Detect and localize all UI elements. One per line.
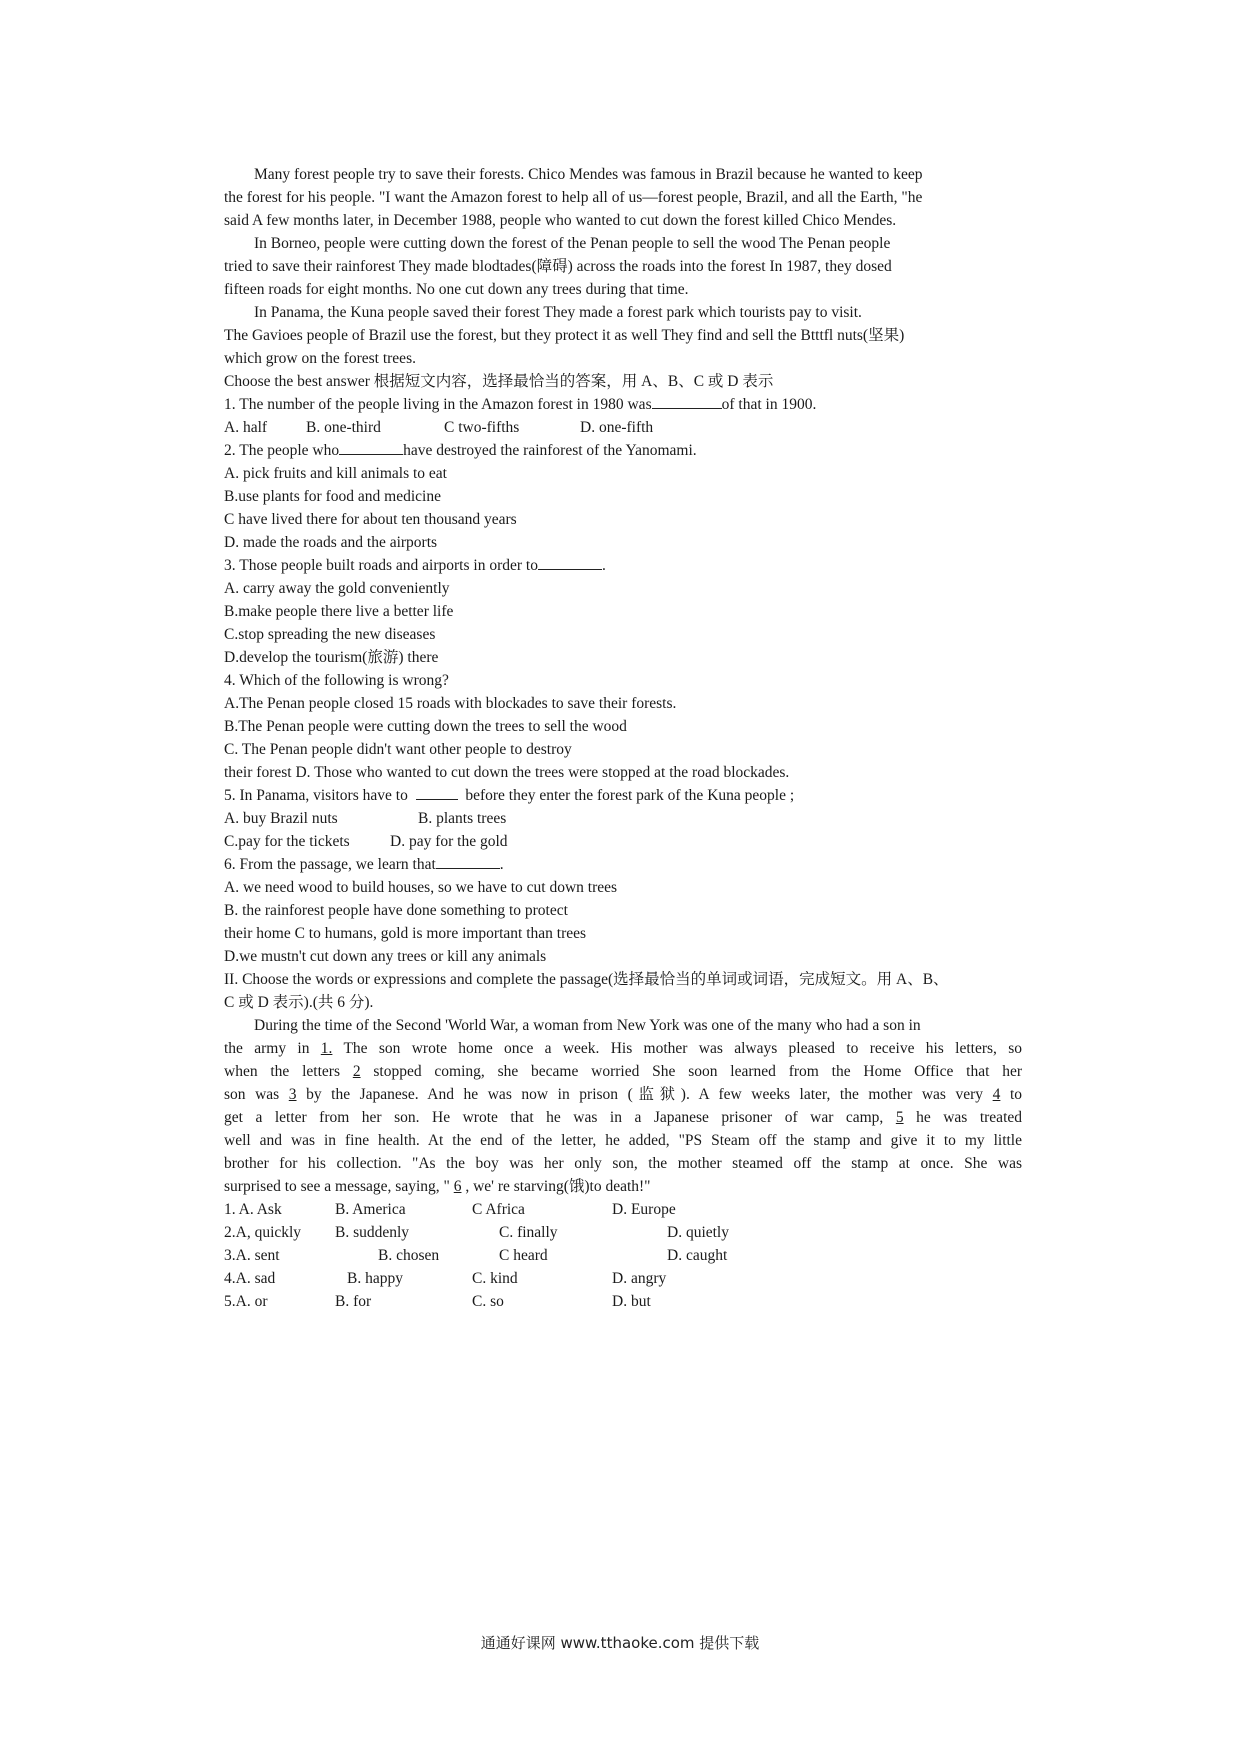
text-span: when the letters [224,1063,340,1080]
option-a: 4.A. sad [224,1270,276,1287]
option-d: D. but [612,1293,651,1310]
text-span: by the Japanese. And he was now in prison (监狱). A few weeks later, the mother was very [306,1086,984,1103]
section-2-instruction: C 或 D 表示).(共 6 分). [224,994,374,1011]
text-span: stopped coming, she became worried She soon learned from the Home Office that her [373,1063,1023,1080]
text-line [224,1060,1022,1083]
option-a: A. buy Brazil nuts [224,810,338,827]
option-d: D.we mustn't cut down any trees or kill any animals [224,948,547,965]
option-a: A. we need wood to build houses, so we have to cut down trees [224,879,618,896]
question-text: 2. The people who [224,442,340,459]
text-line [224,1037,1022,1060]
passage-paragraph-1 [224,163,1022,232]
option-a: A.The Penan people closed 15 roads with blockades to save their forests. [224,695,677,712]
cloze-blank-2: 2 [352,1063,361,1080]
cloze-blank-3: 3 [288,1086,297,1103]
question-text: 1. The number of the people living in the Amazon forest in 1980 was [224,396,652,413]
option-b: B. for [335,1293,372,1310]
question-text: before they enter the forest park of the Kuna people ; [465,787,795,804]
option-c: C heard [499,1247,548,1264]
question-text: . [499,856,504,873]
text-span: The son wrote home once a week. His mother was always pleased to receive his letters, so [343,1040,1022,1057]
cloze-option-row [224,1244,1022,1267]
page-footer: 通通好课网 www.tthaoke.com 提供下载 [480,1634,760,1652]
text-line: Many forest people try to save their forests. Chico Mendes was famous in Brazil because he wanted to keep [254,166,923,183]
option-d: D. made the roads and the airports [224,534,438,551]
option-d: D. quietly [667,1224,729,1241]
question-4: 4. Which of the following is wrong? [224,672,449,689]
question-text: 3. Those people built roads and airports in order to [224,557,538,574]
question-text: 6. From the passage, we learn that [224,856,436,873]
answer-blank [538,554,602,570]
text-line: the forest for his people. "I want the Amazon forest to help all of us—forest people, Brazil, and all the Earth, "he [224,189,923,206]
option-c: C.stop spreading the new diseases [224,626,436,643]
answer-blank [416,784,458,800]
option-a: 2.A, quickly [224,1224,302,1241]
text-line: brother for his collection. "As the boy was her only son, the mother steamed off the stamp at once. She was [224,1155,1022,1172]
option-c: C. finally [499,1224,558,1241]
text-line: which grow on the forest trees. [224,350,416,367]
text-line: The Gavioes people of Brazil use the forest, but they protect it as well They find and sell the Btttfl nuts(坚果) [224,327,905,344]
text-span: surprised to see a message, saying, " [224,1178,450,1195]
cloze-option-row [224,1221,1022,1244]
text-span: to [1009,1086,1022,1103]
option-d: D.develop the tourism(旅游) there [224,649,439,666]
section-1-instruction: Choose the best answer 根据短文内容，选择最恰当的答案，用 A、B、C 或 D 表示 [224,373,774,390]
answer-blank [652,393,722,409]
option-d: D. caught [667,1247,728,1264]
passage-paragraph-3 [224,301,1022,370]
passage-paragraph-2 [224,232,1022,301]
option-c: C. kind [472,1270,518,1287]
cloze-options [224,1198,1022,1313]
question-text: of that in 1900. [721,396,817,413]
option-c: C Africa [472,1201,525,1218]
text-line: tried to save their rainforest They made blodtades(障碍) across the roads into the forest In 1987, they dosed [224,258,892,275]
option-b: B.use plants for food and medicine [224,488,441,505]
option-d: D. angry [612,1270,667,1287]
text-line: fifteen roads for eight months. No one cut down any trees during that time. [224,281,689,298]
option-c: C have lived there for about ten thousand years [224,511,517,528]
text-line [224,1106,1022,1129]
answer-blank [436,853,500,869]
section-2-instruction: II. Choose the words or expressions and complete the passage(选择最恰当的单词或词语，完成短文。用 A、B、 [224,971,949,988]
option-b: B. suddenly [335,1224,410,1241]
cloze-option-row [224,1198,1022,1221]
text-span: get a letter from her son. He wrote that he was in a Japanese prisoner of war camp, [224,1109,884,1126]
option-c: their home C to humans, gold is more important than trees [224,925,587,942]
option-b: B. America [335,1201,406,1218]
cloze-blank-4: 4 [992,1086,1001,1103]
option-c: C. so [472,1293,504,1310]
question-3 [224,554,1022,577]
option-b: B. plants trees [418,810,507,827]
text-line: said A few months later, in December 1988, people who wanted to cut down the forest killed Chico Mendes. [224,212,897,229]
option-a: A. half [224,419,268,436]
cloze-blank-5: 5 [895,1109,904,1126]
question-1-options [224,416,1022,439]
option-b: B.make people there live a better life [224,603,454,620]
option-d: their forest D. Those who wanted to cut down the trees were stopped at the road blockades. [224,764,790,781]
question-5 [224,784,1022,807]
cloze-option-row [224,1267,1022,1290]
cloze-option-row [224,1290,1022,1313]
text-span: he was treated [916,1109,1023,1126]
option-a: 1. A. Ask [224,1201,282,1218]
question-5-options-row-1 [224,807,1022,830]
option-b: B. the rainforest people have done something to protect [224,902,568,919]
option-b: B. chosen [378,1247,440,1264]
text-span: , we' re starving(饿)to death!" [465,1178,651,1195]
option-c: C.pay for the tickets [224,833,350,850]
option-d: D. one-fifth [580,419,654,436]
option-b: B.The Penan people were cutting down the trees to sell the wood [224,718,627,735]
question-text: 5. In Panama, visitors have to [224,787,408,804]
option-c: C two-fifths [444,419,520,436]
option-b: B. happy [347,1270,403,1287]
option-d: D. pay for the gold [390,833,508,850]
text-span: son was [224,1086,280,1103]
text-line: During the time of the Second 'World War, a woman from New York was one of the many who had a son in [254,1017,921,1034]
question-1 [224,393,1022,416]
exam-content [224,163,1022,1313]
text-span: the army in [224,1040,310,1057]
answer-blank [339,439,403,455]
text-line: In Borneo, people were cutting down the forest of the Penan people to sell the wood The Penan people [254,235,891,252]
option-a: 3.A. sent [224,1247,280,1264]
option-d: D. Europe [612,1201,676,1218]
question-text: . [601,557,606,574]
option-a: A. carry away the gold conveniently [224,580,450,597]
text-line [224,1175,1022,1198]
question-2 [224,439,1022,462]
text-line: In Panama, the Kuna people saved their forest They made a forest park which tourists pay to visit. [254,304,862,321]
option-a: A. pick fruits and kill animals to eat [224,465,447,482]
question-text: have destroyed the rainforest of the Yanomami. [403,442,697,459]
text-line: well and was in fine health. At the end of the letter, he added, "PS Steam off the stamp and give it to my little [224,1132,1022,1149]
question-6 [224,853,1022,876]
question-5-options-row-2 [224,830,1022,853]
text-line [224,1083,1022,1106]
option-c: C. The Penan people didn't want other people to destroy [224,741,572,758]
cloze-passage [224,1014,1022,1198]
option-b: B. one-third [306,419,381,436]
cloze-blank-6: 6 [453,1178,462,1195]
cloze-blank-1: 1. [320,1040,333,1057]
option-a: 5.A. or [224,1293,268,1310]
